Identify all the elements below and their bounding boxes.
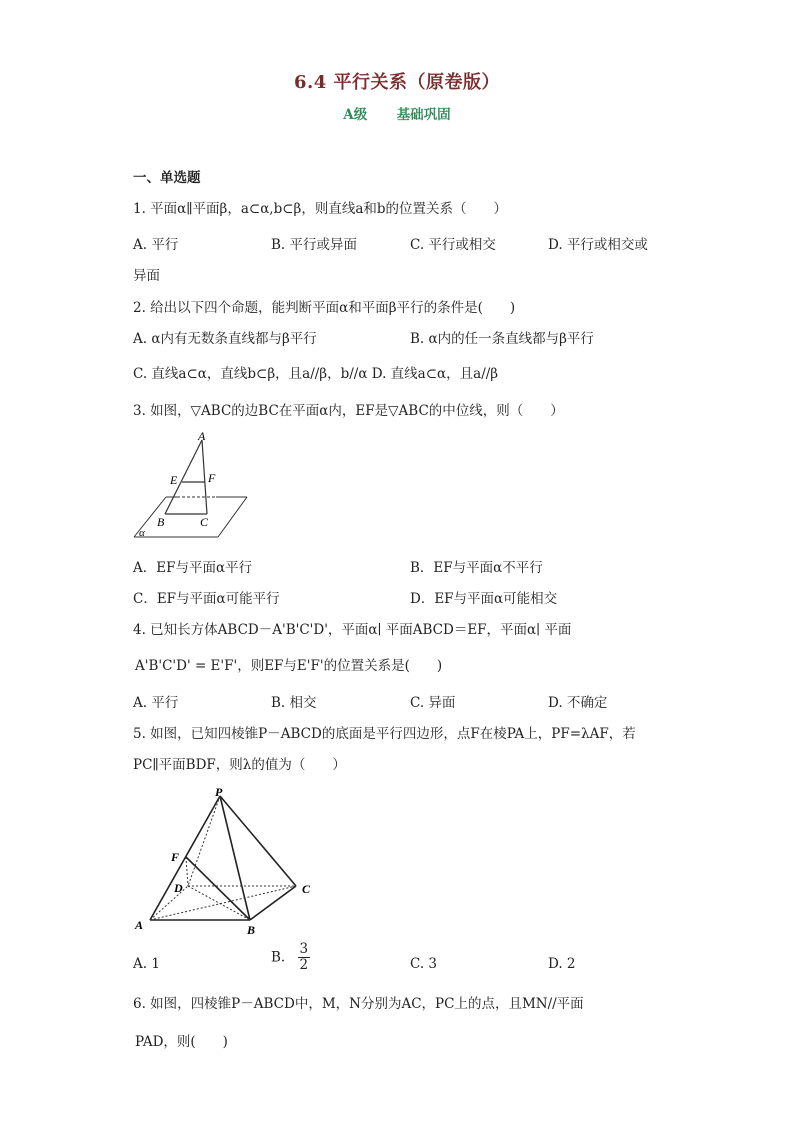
label-b: B [157,515,165,529]
label-c: C [302,882,311,896]
page-title: 6.4 平行关系（原卷版） [293,72,501,93]
fraction-numerator: 3 [299,941,309,957]
q5-stem-line2: PC∥平面BDF，则λ的值为（ ） [133,757,346,773]
label-a: A [198,429,206,443]
q3-option-b: B．EF与平面α不平行 [410,560,543,576]
q5-option-a: A. 1 [133,956,160,972]
q1-option-b: B. 平行或异面 [271,237,358,253]
q1-option-c: C. 平行或相交 [410,237,496,253]
q4-stem-line1: 4. 已知长方体ABCD－A'B'C'D'，平面α∣ 平面ABCD＝EF，平面α∣ 平面 [133,622,572,638]
edge-pd [188,796,220,886]
label-a: A [135,918,144,932]
plane-edge [218,497,247,537]
q2-option-b: B. α内的任一条直线都与β平行 [410,331,594,347]
label-c: C [200,515,209,529]
q5-option-b-fraction [298,942,311,973]
q1-option-a: A. 平行 [133,237,179,253]
triangle-side-ac [202,440,207,514]
q5-option-b [271,942,310,973]
q4-option-b: B. 相交 [271,695,317,711]
edge-pa [150,796,220,920]
q5-option-d: D. 2 [548,956,576,972]
level-name: 基础巩固 [396,107,451,123]
section-heading: 一、单选题 [133,170,201,186]
label-alpha: α [139,527,145,539]
label-e: E [170,473,178,487]
q4-option-a: A. 平行 [133,695,179,711]
q6-stem-line1: 6. 如图，四棱锥P－ABCD中，M，N分别为AC，PC上的点，且MN//平面 [133,996,584,1012]
q4-option-d: D. 不确定 [548,695,608,711]
q3-option-c: C．EF与平面α可能平行 [133,591,280,607]
q1-stem: 1. 平面α∥平面β，a⊂α,b⊂β，则直线a和b的位置关系（ ） [133,201,508,217]
label-p: P [215,785,223,799]
triangle-plane-figure [130,428,255,543]
segment-fd [186,857,188,886]
label-b: B [247,923,256,937]
level-label: A级 [343,107,368,123]
fraction-denominator: 2 [299,957,309,973]
q5-option-c: C. 3 [410,956,438,972]
q3-stem: 3. 如图，▽ABC的边BC在平面α内，EF是▽ABC的中位线，则（ ） [133,403,564,419]
edge-bc [250,886,296,920]
q5-option-b-letter: B. [271,949,286,966]
q3-option-a: A．EF与平面α平行 [133,560,253,576]
q3-option-d: D．EF与平面α可能相交 [410,591,558,607]
q4-option-c: C. 异面 [410,695,456,711]
q6-stem-line2: PAD，则( ) [135,1034,228,1050]
page-subtitle [0,103,794,123]
q1-option-d: D. 平行或相交或 [548,237,648,253]
q1-option-d-cont: 异面 [133,268,160,284]
label-d: D [174,881,183,895]
label-f: F [171,850,180,864]
diagonal-db [188,886,250,920]
q4-stem-line2: A'B'C'D' = E'F'，则EF与E'F'的位置关系是( ) [135,658,443,674]
q2-option-a: A. α内有无数条直线都与β平行 [133,331,317,347]
label-f: F [208,471,216,485]
q2-stem: 2. 给出以下四个命题，能判断平面α和平面β平行的条件是( ) [133,300,516,316]
pyramid-figure [130,782,320,942]
q5-stem-line1: 5. 如图，已知四棱锥P－ABCD的底面是平行四边形，点F在棱PA上，PF=λAF，若 [133,726,636,742]
q2-option-cd: C. 直线a⊂α，直线b⊂β，且a//β，b//α D. 直线a⊂α，且a//β [133,366,499,382]
segment-fb [186,857,250,920]
